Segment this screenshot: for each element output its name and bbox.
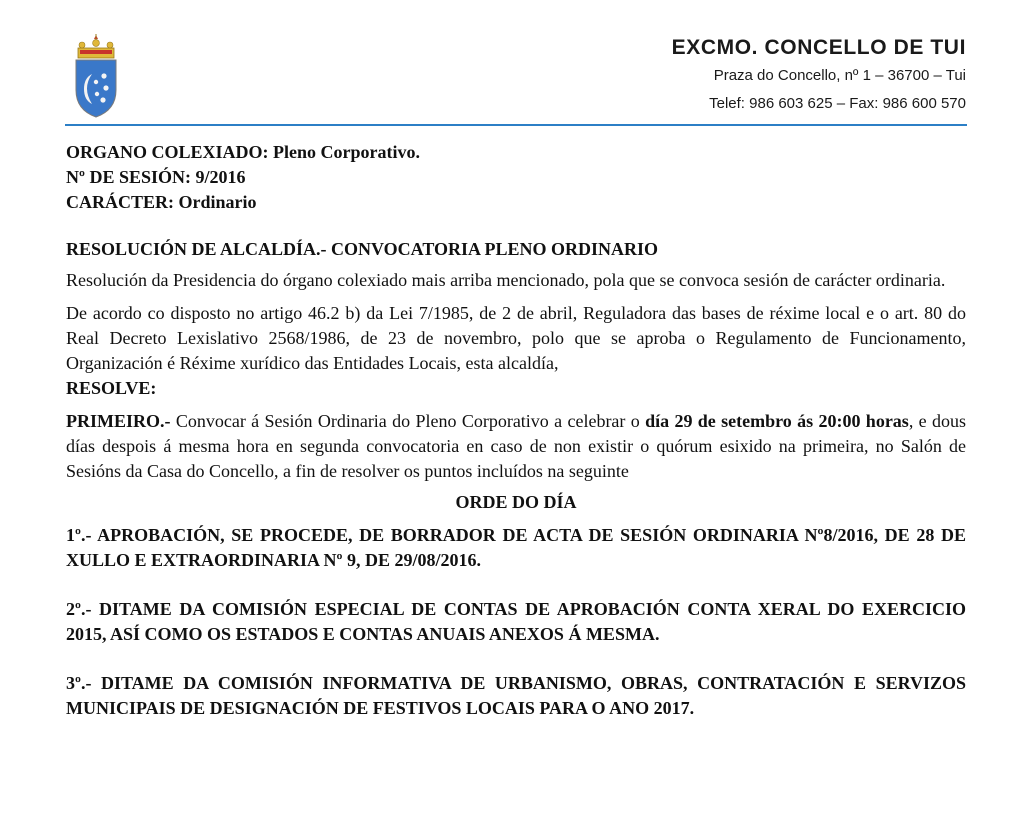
municipal-crest-icon <box>70 34 122 118</box>
meta-organ-label: ORGANO COLEXIADO: <box>66 142 269 162</box>
agenda-item-2: 2º.- DITAME DA COMISIÓN ESPECIAL DE CONTAS DE APROBACIÓN CONTA XERAL DO EXERCICIO 2015, ASÍ COMO OS ESTADOS E CONTAS ANUAIS ANEXOS Á MESMA. <box>66 599 966 644</box>
first-resolution <box>66 409 966 484</box>
first-text-a: Convocar á Sesión Ordinaria do Pleno Corporativo a celebrar o <box>170 411 646 431</box>
meta-session-value: 9/2016 <box>195 167 246 187</box>
legal-basis-text: De acordo co disposto no artigo 46.2 b) da Lei 7/1985, de 2 de abril, Reguladora das bases de réxime local e o art. 80 do Real Decreto Lexislativo 2568/1986, de 23 de novembro, polo que se aproba o Regulamento de Funcionamento, Organización é Réxime xurídico das Entidades Locais, esta alcaldía, <box>66 303 966 373</box>
resolution-intro: Resolución da Presidencia do órgano colexiado mais arriba mencionado, pola que se convoca sesión de carácter ordinaria. <box>66 270 946 290</box>
org-name: EXCMO. CONCELLO DE TUI <box>671 36 966 59</box>
letterhead <box>672 34 966 118</box>
agenda-title: ORDE DO DÍA <box>455 492 577 512</box>
org-address: Praza do Concello, nº 1 – 36700 – Tui <box>713 67 966 84</box>
resolution-legal-basis <box>66 301 966 401</box>
first-date: día 29 de setembro ás 20:00 horas <box>645 411 909 431</box>
agenda-item-3: 3º.- DITAME DA COMISIÓN INFORMATIVA DE URBANISMO, OBRAS, CONTRATACIÓN E SERVIZOS MUNICIPAIS DE DESIGNACIÓN DE FESTIVOS LOCAIS PARA O ANO 2017. <box>66 673 966 718</box>
meta-character <box>66 190 966 215</box>
meta-organ <box>66 140 966 165</box>
first-label: PRIMEIRO.- <box>66 411 171 431</box>
meta-organ-value: Pleno Corporativo. <box>273 142 420 162</box>
meta-character-value: Ordinario <box>178 192 257 212</box>
header-divider <box>65 124 967 126</box>
first-text-b: , e dous días despois á mesma hora en segunda convocatoria en caso de non existir o quórum esixido na primeira, no Salón de Sesións da Casa do Concello, a fin de resolver os puntos incluídos na seguinte <box>66 411 966 481</box>
meta-session <box>66 165 966 190</box>
meta-character-label: CARÁCTER: <box>66 192 174 212</box>
resolve-label: RESOLVE: <box>66 378 157 398</box>
agenda-item-1: 1º.- APROBACIÓN, SE PROCEDE, DE BORRADOR DE ACTA DE SESIÓN ORDINARIA Nº8/2016, DE 28 DE XULLO E EXTRAORDINARIA Nº 9, DE 29/08/2016. <box>66 525 966 570</box>
document-body <box>66 140 966 721</box>
resolution-title: RESOLUCIÓN DE ALCALDÍA.- CONVOCATORIA PLENO ORDINARIO <box>66 239 659 259</box>
meta-session-label: Nº DE SESIÓN: <box>66 167 191 187</box>
org-contact: Telef: 986 603 625 – Fax: 986 600 570 <box>709 95 966 112</box>
